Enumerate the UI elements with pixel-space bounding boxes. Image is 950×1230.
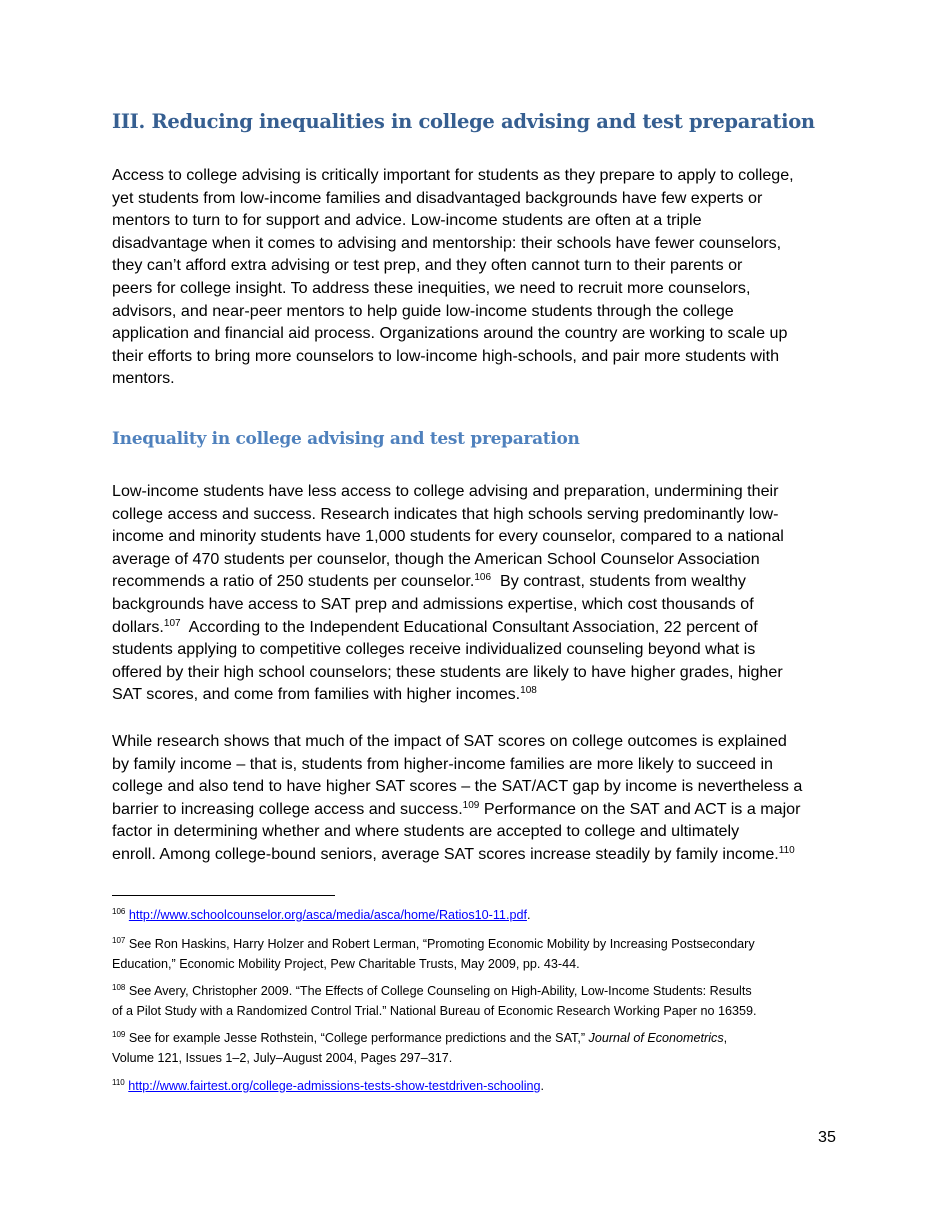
text-segment: See Ron Haskins, Harry Holzer and Robert Lerman, “Promoting Economic Mobility by Increasing Postsecondary <box>125 937 755 951</box>
footnote-ref-109[interactable]: 109 <box>462 799 480 811</box>
text-segment: . <box>526 908 531 922</box>
text-line: While research shows that much of the impact of SAT scores on college outcomes is explained <box>112 732 787 750</box>
text-segment: By contrast, students from wealthy <box>491 572 746 591</box>
text-segment: dollars. <box>112 617 164 636</box>
footnote-ref-106[interactable]: 106 <box>474 572 492 584</box>
footnote-number: 109 <box>112 1030 126 1039</box>
text-line: income and minority students have 1,000 students for every counselor, compared to a national <box>112 527 784 546</box>
text-segment: See Avery, Christopher 2009. “The Effects of College Counseling on High-Ability, Low-Income Students: Results <box>125 984 752 998</box>
text-segment: enroll. Among college-bound seniors, average SAT scores increase steadily by family income. <box>112 844 779 863</box>
text-segment: recommends a ratio of 250 students per counselor. <box>112 572 475 591</box>
footnote-number: 107 <box>112 936 126 945</box>
footnote-separator <box>112 895 335 896</box>
text-line <box>112 616 838 639</box>
journal-title: Journal of Econometrics <box>588 1031 724 1045</box>
page-number: 35 <box>818 1128 836 1146</box>
text-line: Education,” Economic Mobility Project, Pew Charitable Trusts, May 2009, pp. 43-44. <box>112 956 580 971</box>
footnote-link[interactable]: http://www.fairtest.org/college-admissions-tests-show-testdriven-schooling <box>128 1079 541 1093</box>
text-line: Low-income students have less access to college advising and preparation, undermining their <box>112 482 779 500</box>
text-line: mentors to turn to for support and advice. Low-income students are often at a triple <box>112 211 702 230</box>
intro-paragraph <box>112 164 838 390</box>
text-line: Access to college advising is critically important for students as they prepare to apply to college, <box>112 166 794 184</box>
text-segment: Performance on the SAT and ACT is a major <box>479 799 801 818</box>
text-segment: . <box>540 1079 545 1093</box>
text-segment: barrier to increasing college access and success. <box>112 799 463 818</box>
footnote-108 <box>112 982 838 1021</box>
body-paragraph-1 <box>112 480 838 706</box>
section-heading: III. Reducing inequalities in college advising and test preparation <box>112 110 815 133</box>
text-line <box>112 906 838 926</box>
text-line: their efforts to bring more counselors to low-income high-schools, and pair more students with <box>112 346 780 365</box>
text-line: students applying to competitive colleges receive individualized counseling beyond what is <box>112 640 756 659</box>
text-segment: SAT scores, and come from families with higher incomes. <box>112 685 521 704</box>
text-line: college and also tend to have higher SAT scores – the SAT/ACT gap by income is nevertheless a <box>112 777 803 796</box>
footnote-number: 110 <box>112 1078 125 1087</box>
text-segment: According to the Independent Educational Consultant Association, 22 percent of <box>180 617 758 636</box>
subsection-heading: Inequality in college advising and test preparation <box>112 429 580 449</box>
text-line: disadvantage when it comes to advising and mentorship: their schools have fewer counselors, <box>112 233 782 252</box>
footnote-ref-107[interactable]: 107 <box>163 617 181 629</box>
footnote-ref-110[interactable]: 110 <box>778 844 795 856</box>
text-line: backgrounds have access to SAT prep and admissions expertise, which cost thousands of <box>112 594 754 613</box>
text-line <box>112 1029 838 1049</box>
footnote-109 <box>112 1029 838 1068</box>
text-line: peers for college insight. To address these inequities, we need to recruit more counselors, <box>112 278 751 297</box>
text-line: mentors. <box>112 369 175 388</box>
text-line: they can’t afford extra advising or test prep, and they often cannot turn to their parents or <box>112 256 743 275</box>
footnote-number: 108 <box>112 983 126 992</box>
text-line: of a Pilot Study with a Randomized Control Trial.” National Bureau of Economic Research Working Paper no 16359. <box>112 1003 757 1018</box>
text-segment: See for example Jesse Rothstein, “College performance predictions and the SAT,” <box>125 1031 589 1045</box>
text-line: yet students from low-income families and disadvantaged backgrounds have few experts or <box>112 188 763 207</box>
text-line: advisors, and near-peer mentors to help guide low-income students through the college <box>112 301 734 320</box>
footnote-110 <box>112 1077 838 1097</box>
text-line <box>112 683 838 706</box>
footnote-106 <box>112 906 838 926</box>
text-line: by family income – that is, students from higher-income families are more likely to succeed in <box>112 754 774 773</box>
text-line: average of 470 students per counselor, though the American School Counselor Association <box>112 549 760 568</box>
text-line: offered by their high school counselors; these students are likely to have higher grades, higher <box>112 662 783 681</box>
text-line: application and financial aid process. Organizations around the country are working to scale up <box>112 324 788 343</box>
body-paragraph-2 <box>112 730 838 866</box>
footnote-ref-108[interactable]: 108 <box>520 685 537 697</box>
text-line <box>112 982 838 1002</box>
footnote-number: 106 <box>112 907 126 916</box>
text-line <box>112 935 838 955</box>
text-line <box>112 1077 838 1097</box>
text-segment: , <box>723 1031 728 1045</box>
text-line <box>112 570 838 593</box>
footnote-link[interactable]: http://www.schoolcounselor.org/asca/media/asca/home/Ratios10-11.pdf <box>128 908 527 922</box>
text-line <box>112 843 838 866</box>
text-line: factor in determining whether and where students are accepted to college and ultimately <box>112 822 740 841</box>
text-line: Volume 121, Issues 1–2, July–August 2004, Pages 297–317. <box>112 1050 453 1065</box>
footnote-107 <box>112 935 838 974</box>
text-line: college access and success. Research indicates that high schools serving predominantly low- <box>112 504 779 523</box>
text-line <box>112 798 838 821</box>
